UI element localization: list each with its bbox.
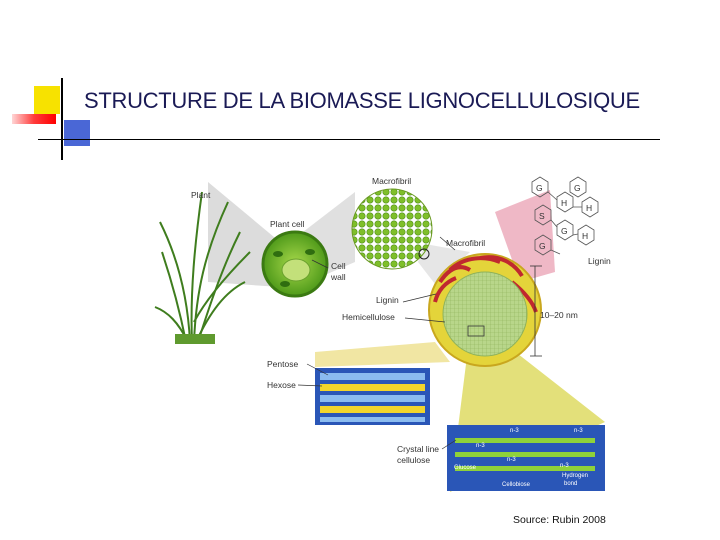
svg-text:H: H xyxy=(561,198,568,208)
chloroplast xyxy=(305,249,315,255)
svg-text:G: G xyxy=(561,226,568,236)
svg-text:n-3: n-3 xyxy=(510,428,519,434)
svg-text:S: S xyxy=(539,211,545,221)
label-crystalline-1: Crystal line xyxy=(397,444,440,454)
label-plant: Plant xyxy=(191,190,211,200)
svg-text:H: H xyxy=(586,203,593,213)
label-hexose: Hexose xyxy=(267,380,296,390)
microfibril-core xyxy=(443,272,527,356)
label-crystalline-2: cellulose xyxy=(397,455,431,465)
source-citation: Source: Rubin 2008 xyxy=(513,514,606,526)
decor-blue-square xyxy=(64,120,90,146)
svg-text:n-3: n-3 xyxy=(476,443,485,449)
label-macrofibril: Macrofibril xyxy=(446,238,486,248)
chloroplast xyxy=(280,281,290,287)
label-plant-cell: Plant cell xyxy=(270,219,305,229)
label-lignin: Lignin xyxy=(376,295,399,305)
label-hemicellulose: Hemicellulose xyxy=(342,312,395,322)
svg-text:bond: bond xyxy=(564,481,578,487)
plant-base xyxy=(175,334,215,344)
label-macrofibril-top: Macrofibril xyxy=(372,176,412,186)
label-size: 10–20 nm xyxy=(540,310,578,320)
svg-text:Cellobiose: Cellobiose xyxy=(502,482,531,488)
svg-text:G: G xyxy=(574,183,581,193)
svg-text:n-3: n-3 xyxy=(560,463,569,469)
svg-text:G: G xyxy=(539,241,546,251)
decor-red-bar xyxy=(12,114,56,124)
zoom-beam-hemicellulose xyxy=(315,342,450,367)
biomass-structure-diagram xyxy=(150,172,620,502)
svg-text:G: G xyxy=(536,183,543,193)
label-cell-wall-1: Cell xyxy=(331,261,346,271)
slide-title: STRUCTURE DE LA BIOMASSE LIGNOCELLULOSIQUE xyxy=(84,88,640,113)
svg-text:n-3: n-3 xyxy=(574,428,583,434)
chloroplast xyxy=(273,251,283,257)
svg-text:n-3: n-3 xyxy=(507,457,516,463)
label-pentose: Pentose xyxy=(267,359,299,369)
svg-text:H: H xyxy=(582,231,589,241)
label-cell-wall-2: wall xyxy=(331,272,346,282)
decor-vertical-line xyxy=(61,78,63,160)
svg-text:Hydrogen: Hydrogen xyxy=(562,473,589,479)
decor-yellow-square xyxy=(34,86,60,114)
label-lignin-structure: Lignin xyxy=(588,256,611,266)
svg-text:Glucose: Glucose xyxy=(454,465,477,471)
cell-vacuole xyxy=(282,259,310,281)
title-underline xyxy=(38,139,660,140)
